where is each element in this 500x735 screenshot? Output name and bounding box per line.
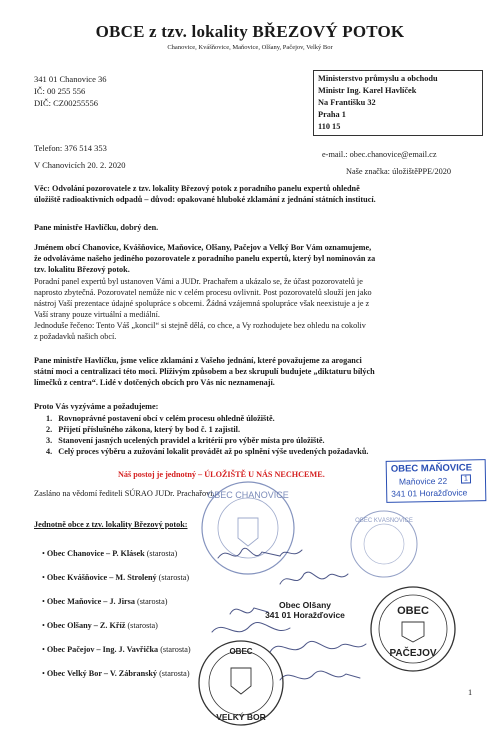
demand-item: 1. Rovnoprávné postavení obcí v celém procesu ohledně úložiště. <box>46 414 275 423</box>
recipient-line: Ministr Ing. Karel Havlíček <box>318 86 417 95</box>
paragraph-line: Vaší strany pouze virtuální a mediální. <box>34 310 160 319</box>
letter-subtitle: Chanovice, Kvášňovice, Maňovice, Olšany, Pačejov, Velký Bor <box>167 44 333 51</box>
signature-kriz <box>212 623 290 632</box>
signatory-role: (starosta) <box>136 597 168 606</box>
subject-line-2: úložiště radioaktivních odpadů – důvod: opakované hluboké zklamání z jednání státních institucí. <box>34 195 376 204</box>
signature-klasek <box>218 548 302 558</box>
recipient-box <box>313 70 483 136</box>
paragraph-line: límečků z centra“. Lidé v dotčených obcích pro Vás nic neznamenají. <box>34 378 275 387</box>
signatory-role: (starosta) <box>160 645 191 654</box>
signatory-name: Obec Kvášňovice – M. Strolený <box>46 573 157 582</box>
signatory-name: Obec Maňovice – J. Jirsa <box>46 597 135 606</box>
stamp-text: VELKÝ BOR <box>216 712 266 722</box>
sender-phone: Telefon: 376 514 353 <box>34 143 107 153</box>
signatory-row: • Obec Velký Bor – V. Zábranský (starosta) <box>42 669 190 678</box>
signature-stroleny <box>280 572 348 584</box>
demand-item: 4. Celý proces výběru a zužování lokalit provádět až po splnění výše uvedených požadavků. <box>46 447 369 456</box>
paragraph-line: Jménem obcí Chanovice, Kvášňovice, Maňovice, Olšany, Pačejov a Velký Bor Vám oznamujeme, <box>34 243 372 252</box>
signatory-name: Obec Olšany – Z. Kříž <box>46 621 126 630</box>
stamp-text: 341 01 Horažďovice <box>265 610 345 620</box>
signatory-name: Obec Pačejov – Ing. J. Vavřička <box>46 645 159 654</box>
reference: Naše značka: úložištěPPE/2020 <box>346 167 452 176</box>
stamp-text: OBEC <box>229 647 253 656</box>
paragraph-line: státní moci a centralizaci této moci. Plíživým způsobem a bez skrupulí budujete „diktaturu bílých <box>34 367 375 376</box>
paragraph-line: z požadavků našich obcí. <box>34 332 117 341</box>
recipient-line: Ministerstvo průmyslu a obchodu <box>318 74 438 83</box>
demands-intro: Proto Vás vyzýváme a požadujeme: <box>34 402 159 411</box>
place-date: V Chanovicích 20. 2. 2020 <box>34 160 126 170</box>
sender-dic: DIČ: CZ00255556 <box>34 98 98 108</box>
recipient-line: Na Františku 32 <box>318 98 376 107</box>
email: e-mail.: obec.chanovice@email.cz <box>322 150 437 159</box>
subject-line-1: Věc: Odvolání pozorovatele z tzv. lokality Březový potok z poradního panelu expertů ohledně <box>34 184 360 193</box>
demand-item: 3. Stanovení jasných ucelených pravidel a kritérií pro výběr místa pro úložiště. <box>46 436 325 445</box>
stamp-text: Obec Olšany <box>279 600 331 610</box>
sender-address: 341 01 Chanovice 36 <box>34 74 107 84</box>
signatory-row: • Obec Chanovice – P. Klásek (starosta) <box>42 549 178 558</box>
slogan: Náš postoj je jednotný – ÚLOŽIŠTĚ U NÁS NECHCEME. <box>118 470 325 479</box>
stamp-text: Maňovice 22 <box>398 475 448 487</box>
paragraph-line: že odvoláváme našeho jediného pozorovatele z poradního panelu expertů, který byl nominován za <box>34 254 376 263</box>
signatory-role: (starosta) <box>127 621 158 630</box>
stamp-text: OBEC CHANOVICE <box>207 490 289 500</box>
stamp-text: OBEC MAŇOVICE <box>390 462 473 475</box>
page-number: 1 <box>468 688 473 697</box>
signatories-intro: Jednotně obce z tzv. lokality Březový potok: <box>34 520 188 529</box>
recipient-line: 110 15 <box>318 122 341 131</box>
stamp-manovice <box>386 459 487 503</box>
stamp-text: 1 <box>461 474 471 483</box>
recipient-line: Praha 1 <box>318 110 346 119</box>
stamp-text: PAČEJOV <box>389 648 437 659</box>
stamp-text: OBEC KVÁŠŇOVICE <box>355 518 413 524</box>
signatory-role: (starosta) <box>146 549 178 558</box>
paragraph-line: tzv. lokalitu Březový potok. <box>34 265 130 274</box>
signatory-row: • Obec Olšany – Z. Kříž (starosta) <box>42 621 158 630</box>
cc-note: Zasláno na vědomí řediteli SÚRAO JUDr. Prachařovi. <box>34 489 215 498</box>
letter-title: OBCE z tzv. lokality BŘEZOVÝ POTOK <box>95 22 405 41</box>
paragraph-line: naprosto zbytečná. Pozorovatel nemůže nic v celém procesu ovlivnit. Post pozorovatelů slouží jen jako <box>34 288 372 297</box>
signatory-row: • Obec Maňovice – J. Jirsa (starosta) <box>42 597 168 606</box>
demand-item: 2. Přijetí příslušného zákona, který by bod č. 1 zajistil. <box>46 425 240 434</box>
paragraph-line: nástroj Vaší prezentace údajné spolupráce s obcemi. Žádná vzájemná spolupráce však neexistuje a je z <box>34 299 370 308</box>
signatory-role: (starosta) <box>158 573 190 582</box>
signatory-role: (starosta) <box>159 669 190 678</box>
greeting: Pane ministře Havlíčku, dobrý den. <box>34 223 159 232</box>
signature-zabransky <box>280 671 360 680</box>
paragraph-line: Jednoduše řečeno: Tento Váš „koncil“ si stejně dělá, co chce, a Vy rozhodujete bez ohledu na cokoliv <box>34 321 366 330</box>
signatory-name: Obec Chanovice – P. Klásek <box>46 549 145 558</box>
signatory-row: • Obec Pačejov – Ing. J. Vavřička (starosta) <box>42 645 191 654</box>
paragraph-line: Poradní panel expertů byl ustanoven Vámi a JUDr. Prachařem a ukázalo se, že účast pozorovatelů je <box>34 277 363 286</box>
signatory-row: • Obec Kvášňovice – M. Strolený (starosta) <box>42 573 190 582</box>
signatory-name: Obec Velký Bor – V. Zábranský <box>46 669 158 678</box>
stamp-velky-bor <box>196 638 286 728</box>
sender-ic: IČ: 00 255 556 <box>34 86 86 96</box>
paragraph-line: Pane ministře Havlíčku, jsme velice zklamáni z Vašeho jednání, které považujeme za aroganci <box>34 356 362 365</box>
stamp-text: 341 01 Horažďovice <box>391 487 468 499</box>
stamp-text: OBEC <box>397 605 429 617</box>
stamp-pacejov <box>368 584 458 674</box>
signature-jirsa <box>230 608 268 614</box>
